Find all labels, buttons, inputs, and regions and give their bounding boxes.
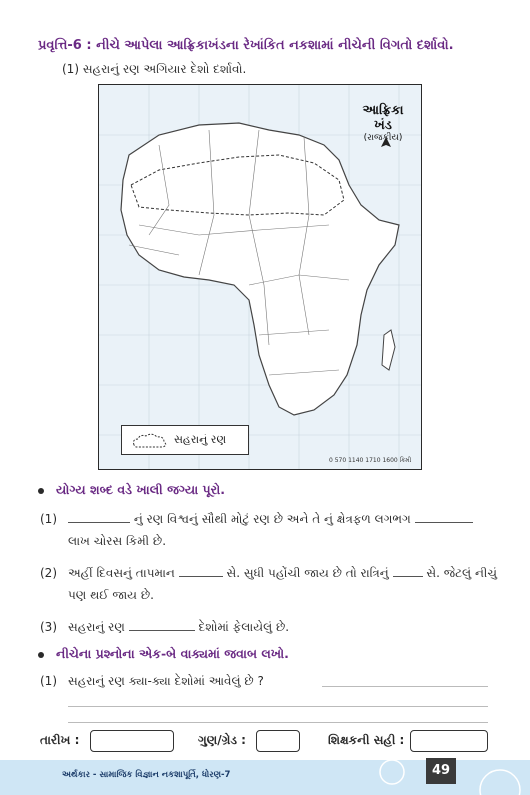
book-title: અર્થકાર - સામાજિક વિજ્ઞાન નકશાપૂર્તિ, ધોરણ-7 [62, 770, 231, 780]
blank-field[interactable] [415, 513, 473, 523]
fill-blanks-heading: યોગ્ય શબ્દ વડે ખાલી જગ્યા પૂરો. [56, 482, 225, 497]
map-title: આફ્રિકા ખંડ [362, 103, 404, 133]
blank-field[interactable] [68, 513, 130, 523]
blank-field[interactable] [393, 567, 423, 577]
q3-part1: સહરાનું રણ [68, 620, 125, 634]
date-label: તારીખ : [40, 733, 80, 747]
blank-field[interactable] [179, 567, 223, 577]
activity-title: પ્રવૃત્તિ-6 : નીચે આપેલા આફ્રિકાખંડના રેખાંકિત નકશામાં નીચેની વિગતો દર્શાવો. [38, 38, 454, 53]
map-scale: 0 570 1140 1710 1600 કિમી [329, 457, 412, 464]
q2-number: (2) [40, 566, 57, 580]
q1-number: (1) [40, 512, 57, 526]
africa-map [98, 84, 422, 470]
q2-part2: સે. સુધી પહોંચી જાય છે તો રાત્રિનું [226, 566, 389, 580]
grade-field[interactable] [256, 730, 300, 752]
q1-text: નું રણ વિશ્વનું સૌથી મોટું રણ છે અને તે નું ક્ષેત્રફળ લગભગ [133, 512, 411, 526]
q2-part1: અહીં દિવસનું તાપમાન [68, 566, 175, 580]
q2-line [68, 566, 497, 581]
q3-line [68, 620, 289, 635]
map-subtitle: (રાજકીય) [363, 133, 403, 143]
sa-q1-text: સહરાનું રણ ક્યા-ક્યા દેશોમાં આવેલું છે ? [68, 674, 264, 688]
q2-part3: સે. જેટલું નીચું [426, 566, 497, 580]
q2-continuation: પણ થઈ જાય છે. [68, 588, 154, 602]
teacher-signature-field[interactable] [410, 730, 488, 752]
date-field[interactable] [90, 730, 174, 752]
legend-label: સહરાનું રણ [174, 433, 227, 446]
q3-number: (3) [40, 620, 57, 634]
page-number: 49 [426, 758, 456, 784]
activity-subtitle: (1) સહરાનું રણ અગિયાર દેશો દર્શાવો. [62, 62, 247, 76]
desert-cloud-icon [130, 431, 170, 451]
answer-line[interactable] [68, 706, 488, 707]
q3-part2: દેશોમાં ફેલાયેલું છે. [198, 620, 290, 634]
q1-line [68, 512, 473, 527]
sa-q1-number: (1) [40, 674, 57, 688]
section-bullet [38, 488, 44, 494]
section-bullet [38, 652, 44, 658]
map-title-box [352, 103, 414, 143]
answer-line[interactable] [68, 722, 488, 723]
q1-continuation: લાખ ચોરસ કિમી છે. [68, 534, 167, 548]
short-answer-heading: નીચેના પ્રશ્નોના એક-બે વાક્યમાં જવાબ લખો. [56, 646, 289, 661]
blank-field[interactable] [129, 621, 195, 631]
teacher-signature-label: શિક્ષકની સહી : [328, 733, 405, 747]
grade-label: ગુણ/ગ્રેડ : [198, 733, 246, 747]
answer-line[interactable] [322, 686, 488, 687]
map-legend [121, 425, 249, 455]
